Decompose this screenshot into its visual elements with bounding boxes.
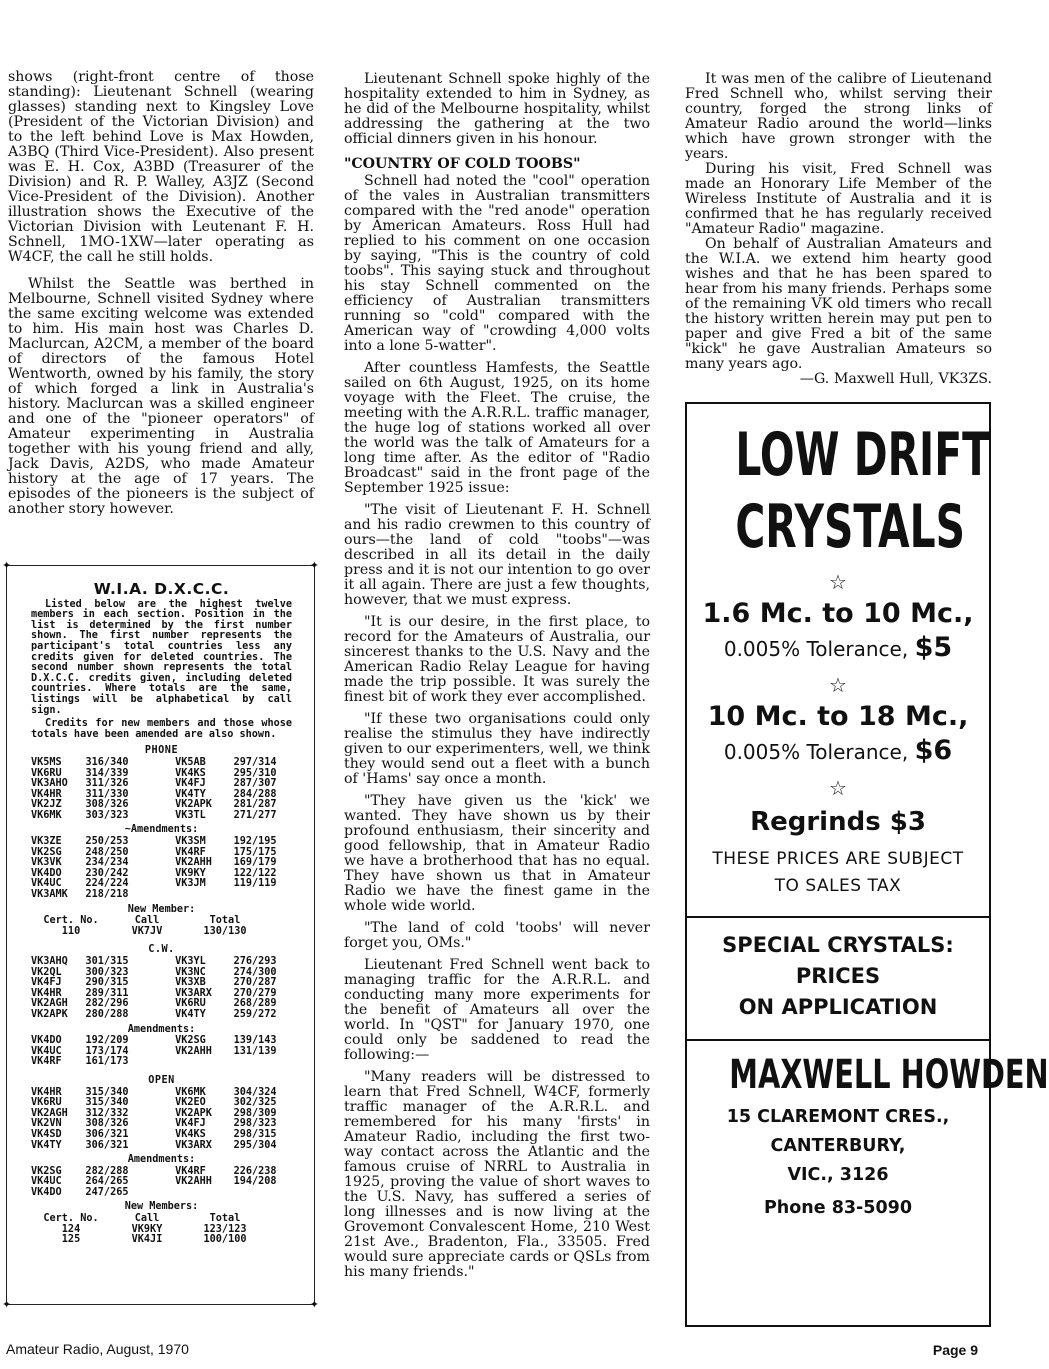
- call-sign-cell: VK4UC: [31, 878, 62, 890]
- table-row: [31, 957, 292, 968]
- call-sign-cell: VK6MK: [31, 809, 62, 821]
- score-cell: 268/289: [233, 998, 277, 1010]
- score-cell: 119/119: [233, 878, 277, 890]
- call-sign-cell: VK2AGH: [31, 998, 68, 1010]
- paragraph: Lieutenant Schnell spoke highly of the hospitality extended to him in Sydney, as he did of the Melbourne hospitality, whilst addressing the gathering at the two official dinners given in his honour.: [344, 71, 650, 147]
- score-cell: 304/324: [233, 1086, 277, 1098]
- tax-note-1: THESE PRICES ARE SUBJECT: [712, 849, 964, 869]
- call-sign-cell: VK2JZ: [31, 799, 62, 811]
- divider: [687, 1039, 989, 1041]
- vendor-address-3: VIC., 3126: [787, 1165, 889, 1185]
- vendor-address-1: 15 CLAREMONT CRES.,: [726, 1107, 950, 1127]
- call-sign-cell: VK2AHH: [175, 1176, 212, 1188]
- score-cell: 311/326: [85, 778, 129, 790]
- call-sign-cell: VK4KS: [175, 767, 206, 779]
- phone-amendments-table: [31, 837, 292, 901]
- open-new-members: [31, 1225, 292, 1246]
- paragraph: "Many readers will be distressed to learn that Fred Schnell, W4CF, formerly traffic manager of the A.R.R.L. and remembered for his many 'firsts' in Amateur Radio, including the first two-way contact across the Atlantic and the famous cruise of NRRL to Australia in 1925, proving the value of short waves to the U.S. Navy, has suffered a series of long illnesses and is now living at the Grovemont Convalescent Home, 210 West 21st Ave., Bradenton, Fla., 33505. Fred would sure appreciate cards or QSLs from his many friends.": [344, 1069, 650, 1280]
- call-sign-cell: VK6MK: [175, 1086, 206, 1098]
- total-cell: 123/123: [203, 1223, 247, 1235]
- cw-amendments-table: [31, 1036, 292, 1068]
- call-sign-cell: VK4TY: [175, 788, 206, 800]
- call-sign-cell: VK6RU: [31, 767, 62, 779]
- call-sign-cell: VK2APK: [175, 1107, 212, 1119]
- score-cell: 311/330: [85, 788, 129, 800]
- score-cell: 300/323: [85, 966, 129, 978]
- call-sign-cell: [175, 1188, 233, 1199]
- call-sign-cell: VK3JM: [175, 878, 206, 890]
- divider: [687, 916, 989, 918]
- corner-ornament-icon: ✦: [309, 559, 319, 572]
- cert-number-cell: 124: [61, 1223, 81, 1235]
- score-cell: 230/242: [85, 867, 129, 879]
- score-cell: 287/307: [233, 778, 277, 790]
- table-row: [31, 890, 292, 901]
- paragraph: On behalf of Australian Amateurs and the W.I.A. we extend him hearty good wishes and that he has been spared to hear from his many friends. Perhaps some of the remaining VK old timers who recall the history written herein may put pen to paper and give Fred a bit of the same "kick" he gave Australian Amateurs so many years ago.: [685, 236, 992, 372]
- call-sign-cell: VK4DO: [31, 1035, 62, 1047]
- score-cell: 298/315: [233, 1128, 277, 1140]
- call-sign-cell: VK2SG: [31, 846, 62, 858]
- paragraph: After countless Hamfests, the Seattle sailed on 6th August, 1925, on its home voyage with the Fleet. The cruise, the meeting with the A.R.R.L. traffic manager, the huge log of stations worked all over the world was the talk of Amateurs for a long time after. As the editor of "Radio Broadcast" said in the front page of the September 1925 issue:: [344, 360, 650, 496]
- score-cell: 248/250: [85, 846, 129, 858]
- table-row: [31, 811, 292, 822]
- score-cell: 315/340: [85, 1097, 129, 1109]
- price-2: $6: [914, 735, 953, 766]
- article-column-3: [685, 72, 992, 387]
- score-cell: 270/287: [233, 977, 277, 989]
- corner-ornament-icon: ✦: [2, 1298, 12, 1311]
- total-cell: 100/100: [203, 1234, 247, 1246]
- score-cell: 224/224: [85, 878, 129, 890]
- paragraph: "It is our desire, in the first place, to record for the Amateurs of Australia, our sincerest thanks to the U.S. Navy and the American Radio Relay League for having made the trip possible. It was surely the finest bit of work they ever accomplished.: [344, 614, 650, 705]
- call-sign-cell: VK6RU: [175, 998, 206, 1010]
- new-member-row: [31, 927, 292, 938]
- cert-number-cell: 110: [61, 925, 81, 937]
- call-sign-cell: VK4FJ: [31, 977, 62, 989]
- table-row: [31, 1130, 292, 1141]
- cert-header: Cert. No. Call Total: [43, 915, 241, 927]
- call-sign-cell: VK4UC: [31, 1045, 62, 1057]
- new-members-label: New Members:: [124, 1201, 199, 1213]
- section-heading: "COUNTRY OF COLD TOOBS": [344, 156, 581, 172]
- crystals-advertisement: [685, 402, 1049, 1327]
- call-sign-cell: VK3YL: [175, 956, 206, 967]
- ad-headline-2: CRYSTALS: [735, 492, 966, 562]
- call-sign-cell: [175, 890, 233, 901]
- score-cell: 284/288: [233, 788, 277, 800]
- call-sign-cell: VK3SM: [175, 836, 206, 848]
- paragraph: Lieutenant Fred Schnell went back to managing traffic for the A.R.R.L. and conducting many more experiments for the benefit of Amateurs all over the world. In "QST" for January 1970, one could only be saddened to read the following:—: [344, 957, 650, 1063]
- amendments-label: ~Amendments:: [124, 824, 199, 836]
- score-cell: 264/265: [85, 1176, 129, 1188]
- score-cell: 122/122: [233, 867, 277, 879]
- dxcc-title: W.I.A. D.X.C.C.: [93, 580, 230, 598]
- score-cell: 281/287: [233, 799, 277, 811]
- score-cell: 289/311: [85, 987, 129, 999]
- score-cell: 303/323: [85, 809, 129, 821]
- special-crystals-3: ON APPLICATION: [738, 995, 938, 1019]
- open-heading: OPEN: [148, 1074, 175, 1086]
- phone-heading: PHONE: [144, 745, 179, 757]
- footer-publication: Amateur Radio, August, 1970: [6, 1341, 189, 1357]
- paragraph: shows (right-front centre of those standing): Lieutenant Schnell (wearing glasses) standing next to Kingsley Love (President of the Victorian Division) and to the left behind Love is Max Howden, A3BQ (Third Vice-President). Also present was E. H. Cox, A3BD (Treasurer of the Division) and R. P. Walley, A3JZ (Second Vice-President of the Division). Another illustration shows the Executive of the Victorian Division with Leutenant F. H. Schnell, 1MO-1XW—later operating as W4CF, the call he still holds.: [8, 69, 314, 265]
- frequency-range-1: 1.6 Mc. to 10 Mc.,: [702, 598, 974, 629]
- call-sign-cell: VK4TY: [175, 1008, 206, 1020]
- call-sign-cell: VK5AB: [175, 756, 206, 768]
- call-sign-cell: VK4TY: [31, 1139, 62, 1151]
- tolerance-line-2: 0.005% Tolerance, $6: [723, 735, 953, 766]
- paragraph: "The visit of Lieutenant F. H. Schnell and his radio crewmen to this country of ours—the land of cold "toobs"—was described in all its detail in the daily press and it is not our intention to go over it all again. There are just a few thoughts, however, that we must express.: [344, 502, 650, 608]
- total-cell: 130/130: [203, 925, 247, 937]
- price-1: $5: [914, 632, 953, 663]
- star-icon: ☆: [829, 776, 847, 800]
- score-cell: 234/234: [85, 857, 129, 869]
- call-sign-cell: VK2AHH: [175, 857, 212, 869]
- score-cell: 226/238: [233, 1165, 277, 1177]
- call-sign-cell: VK2QL: [31, 966, 62, 978]
- vendor-address-2: CANTERBURY,: [770, 1136, 906, 1156]
- call-sign-cell: [175, 1057, 233, 1068]
- call-sign-cell: VK3NC: [175, 966, 206, 978]
- score-cell: 274/300: [233, 966, 277, 978]
- star-icon: ☆: [829, 673, 847, 697]
- dxcc-listing-box: [2, 559, 319, 1311]
- call-sign-cell: VK4FJ: [175, 1118, 206, 1130]
- call-sign-cell: VK4RF: [175, 1165, 206, 1177]
- call-sign-cell: VK4DO: [31, 1186, 62, 1198]
- score-cell: 298/323: [233, 1118, 277, 1130]
- paragraph: It was men of the calibre of Lieutenand Fred Schnell who, whilst serving their country, forged the strong links of Amateur Radio around the world—links which have grown stronger with the years.: [685, 71, 992, 162]
- score-cell: 308/326: [85, 799, 129, 811]
- call-sign-cell: VK6RU: [31, 1097, 62, 1109]
- score-cell: 290/315: [85, 977, 129, 989]
- call-sign-cell: VK4UC: [31, 1176, 62, 1188]
- call-sign-cell: VK2AGH: [31, 1107, 68, 1119]
- regrinds-price: Regrinds $3: [750, 807, 926, 837]
- score-cell: 250/253: [85, 836, 129, 848]
- table-row: [31, 758, 292, 769]
- score-cell: 161/173: [85, 1056, 129, 1068]
- table-row: [31, 1177, 292, 1188]
- call-sign-cell: VK3ARX: [175, 987, 212, 999]
- phone-new-members: [31, 927, 292, 938]
- call-sign-cell: VK9KY: [175, 867, 206, 879]
- paragraph: "If these two organisations could only realise the stimulus they have indirectly given to our experimenters, well, we think they would send out a fleet with a bunch of 'Hams' say once a month.: [344, 711, 650, 787]
- author-signature: —G. Maxwell Hull, VK3ZS.: [799, 371, 992, 387]
- score-cell: 301/315: [85, 956, 129, 967]
- table-row: [31, 1188, 292, 1199]
- score-cell: 282/296: [85, 998, 129, 1010]
- score-cell: 271/277: [233, 809, 277, 821]
- paragraph: "They have given us the 'kick' we wanted. They have shown us by their profound enthusiasm, their sincerity and good fellowship, that in Amateur Radio we have a brotherhood that has no equal. They have shown us that in Amateur Radio we have the finest game in the whole wide world.: [344, 793, 650, 914]
- paragraph: Schnell had noted the "cool" operation of the vales in Australian transmitters compared with the "red anode" operation by American Amateurs. Ross Hull had replied to his comment on one occasion by saying, "This is the country of cold toobs". This saying stuck and throughout his stay Schnell commented on the efficiency of Australian transmitters running so "cold" compared with the American way of "crowding 4,000 volts into a lone 5-watter".: [344, 173, 650, 354]
- score-cell: 312/332: [85, 1107, 129, 1119]
- call-sign-cell: VK4SD: [31, 1128, 62, 1140]
- frequency-range-2: 10 Mc. to 18 Mc.,: [707, 701, 969, 732]
- table-row: [31, 1010, 292, 1021]
- ad-headline-1: LOW DRIFT: [735, 420, 990, 490]
- score-cell: 306/321: [85, 1128, 129, 1140]
- score-cell: 314/339: [85, 767, 129, 779]
- score-cell: 276/293: [233, 956, 277, 967]
- call-sign-cell: VK4HR: [31, 987, 62, 999]
- open-table: [31, 1088, 292, 1152]
- call-sign-cell: VK2SG: [31, 1165, 62, 1177]
- score-cell: 169/179: [233, 857, 277, 869]
- score-cell: 316/340: [85, 756, 129, 768]
- score-cell: [234, 1188, 292, 1199]
- score-cell: 139/143: [233, 1035, 277, 1047]
- dxcc-intro-2: Credits for new members and those whose totals have been amended are also shown.: [31, 718, 292, 740]
- call-sign-cell: VK4DO: [31, 867, 62, 879]
- score-cell: 192/209: [85, 1035, 129, 1047]
- score-cell: 259/272: [233, 1008, 277, 1020]
- score-cell: 297/314: [233, 756, 277, 768]
- score-cell: 315/340: [85, 1086, 129, 1098]
- special-crystals-1: SPECIAL CRYSTALS:: [722, 933, 954, 957]
- score-cell: 280/288: [85, 1008, 129, 1020]
- score-cell: 194/208: [233, 1176, 277, 1188]
- table-row: [31, 1047, 292, 1058]
- vendor-phone: Phone 83-5090: [763, 1198, 913, 1218]
- call-sign-cell: VK3AMK: [31, 889, 68, 901]
- cw-table: [31, 957, 292, 1021]
- score-cell: 192/195: [233, 836, 277, 848]
- score-cell: 298/309: [233, 1107, 277, 1119]
- tolerance-line-1: 0.005% Tolerance, $5: [723, 632, 953, 663]
- score-cell: 270/279: [233, 987, 277, 999]
- call-sign-cell: VK5MS: [31, 756, 62, 768]
- score-cell: 308/326: [85, 1118, 129, 1130]
- amendments-label: Amendments:: [127, 1154, 196, 1166]
- call-sign-cell: VK4FJ: [175, 778, 206, 790]
- score-cell: 218/218: [85, 889, 129, 901]
- call-sign-cell: VK2SG: [175, 1035, 206, 1047]
- call-sign-cell: VK3AHQ: [31, 956, 68, 967]
- footer-page-number: Page 9: [932, 1342, 978, 1358]
- call-sign-cell: VK4HR: [31, 1086, 62, 1098]
- score-cell: 295/310: [233, 767, 277, 779]
- cw-heading: C.W.: [148, 944, 175, 956]
- article-column-2: [344, 72, 650, 1280]
- score-cell: 175/175: [233, 846, 277, 858]
- paragraph: Whilst the Seattle was berthed in Melbourne, Schnell visited Sydney where the same exciting welcome was extended to him. His main host was Charles D. Maclurcan, A2CM, a member of the board of directors of the famous Hotel Wentworth, owned by his family, the story of which forged a link in Australia's history. Maclurcan was a skilled engineer and one of the "pioneer operators" of Amateur experimenting in Australia together with his young friend and ally, Jack Davis, A2DS, who made Amateur history at the age of 17 years. The episodes of the pioneers is the subject of another story however.: [8, 276, 314, 517]
- amendments-label: Amendments:: [127, 1023, 196, 1035]
- call-sign-cell: VK9KY: [131, 1223, 163, 1235]
- score-cell: 306/321: [85, 1139, 129, 1151]
- corner-ornament-icon: ✦: [309, 1298, 319, 1311]
- table-row: [31, 879, 292, 890]
- call-sign-cell: VK4KS: [175, 1128, 206, 1140]
- score-cell: 282/288: [85, 1165, 129, 1177]
- call-sign-cell: VK7JV: [131, 925, 163, 937]
- call-sign-cell: VK4JI: [131, 1234, 163, 1246]
- call-sign-cell: VK2APK: [175, 799, 212, 811]
- call-sign-cell: VK3ARX: [175, 1139, 212, 1151]
- call-sign-cell: VK3VK: [31, 857, 62, 869]
- call-sign-cell: VK4RF: [31, 1056, 62, 1068]
- special-crystals-2: PRICES: [795, 964, 881, 988]
- corner-ornament-icon: ✦: [2, 559, 12, 572]
- call-sign-cell: VK3AHO: [31, 778, 68, 790]
- article-column-1: [8, 70, 314, 517]
- score-cell: 173/174: [85, 1045, 129, 1057]
- score-cell: 131/139: [233, 1045, 277, 1057]
- vendor-name: MAXWELL HOWDEN: [729, 1052, 1049, 1098]
- dxcc-intro: Listed below are the highest twelve members in each section. Position in the list is determined by the first number shown. The first number represents the participant's total countries less any credits given for deleted countries. The second number shown represents the total D.X.C.C. credits given, including deleted countries. Where totals are the same, listings will be alphabetical by call sign.: [31, 598, 292, 716]
- table-row: [31, 1141, 292, 1152]
- call-sign-cell: VK3XB: [175, 977, 206, 989]
- table-row: [31, 1057, 292, 1068]
- star-icon: ☆: [829, 570, 847, 594]
- call-sign-cell: VK2APK: [31, 1008, 68, 1020]
- score-cell: 247/265: [85, 1186, 129, 1198]
- phone-table: [31, 758, 292, 822]
- call-sign-cell: VK2AHH: [175, 1045, 212, 1057]
- score-cell: [234, 890, 292, 901]
- paragraph: During his visit, Fred Schnell was made an Honorary Life Member of the Wireless Institute of Australia and it is confirmed that he has regularly received "Amateur Radio" magazine.: [685, 161, 992, 237]
- tax-note-2: TO SALES TAX: [774, 876, 902, 896]
- new-member-label: New Member:: [127, 903, 196, 915]
- call-sign-cell: VK3ZE: [31, 836, 62, 848]
- amend-prefix: ~: [124, 824, 131, 836]
- score-cell: 302/325: [233, 1097, 277, 1109]
- call-sign-cell: VK2EO: [175, 1097, 206, 1109]
- call-sign-cell: VK4HR: [31, 788, 62, 800]
- score-cell: 295/304: [233, 1139, 277, 1151]
- call-sign-cell: VK3TL: [175, 809, 206, 821]
- cert-header: Cert. No. Call Total: [43, 1213, 241, 1225]
- score-cell: [234, 1057, 292, 1068]
- call-sign-cell: VK4RF: [175, 846, 206, 858]
- cert-number-cell: 125: [61, 1234, 81, 1246]
- new-member-row: [31, 1235, 292, 1246]
- paragraph: "The land of cold 'toobs' will never forget you, OMs.": [344, 920, 650, 951]
- open-amendments-table: [31, 1167, 292, 1199]
- call-sign-cell: VK2VN: [31, 1118, 62, 1130]
